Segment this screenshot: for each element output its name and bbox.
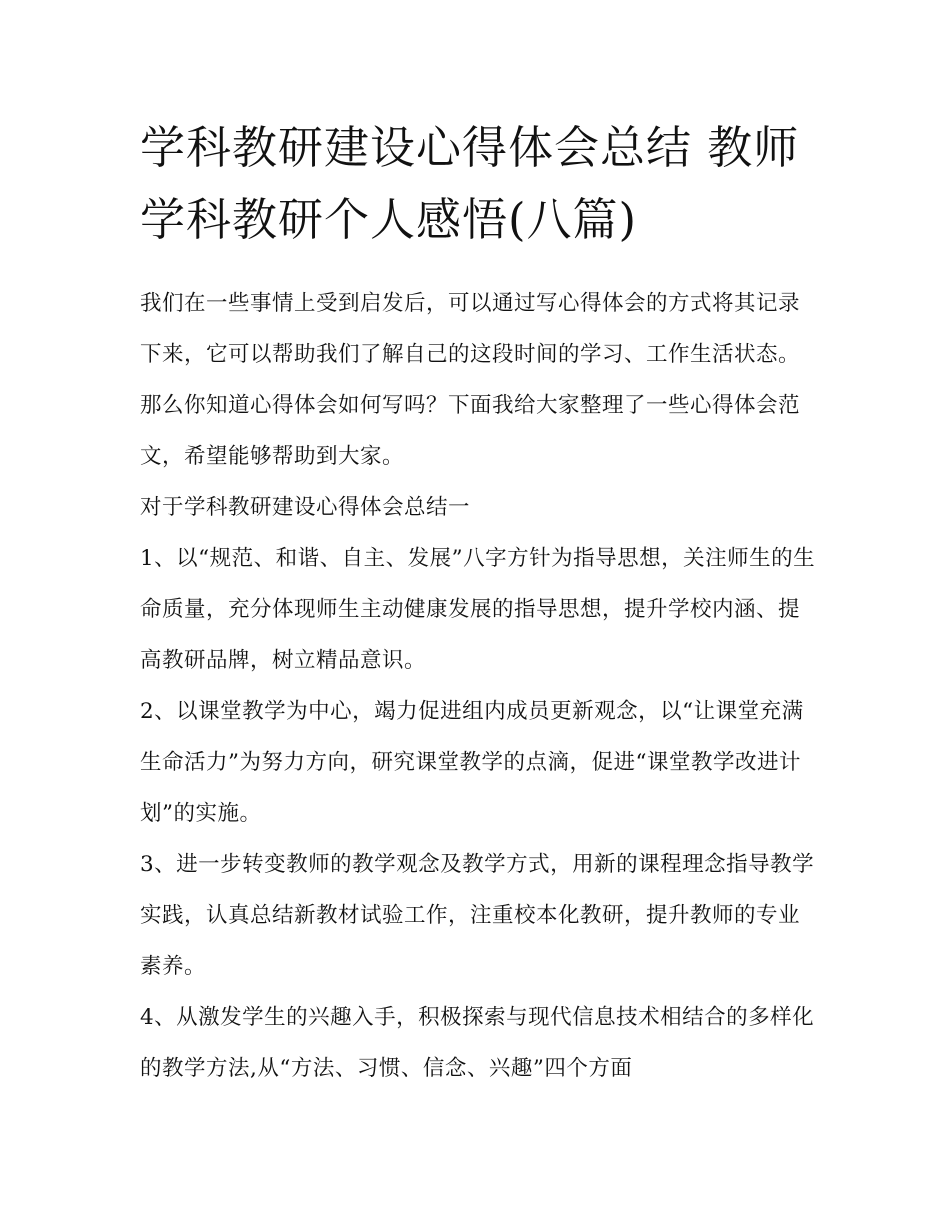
section-heading: 对于学科教研建设心得体会总结一 (140, 495, 471, 520)
list-item: 3、进一步转变教师的教学观念及教学方式，用新的课程理念指导教学实践，认真总结新教材试验工作，注重校本化教研，提升教师的专业素养。 (140, 852, 815, 979)
list-item: 2、以课堂教学为中心，竭力促进组内成员更新观念，以“让课堂充满生命活力”为努力方向，研究课堂教学的点滴，促进“课堂教学改进计划”的实施。 (140, 699, 804, 826)
document-page (140, 112, 816, 1094)
document-title: 学科教研建设心得体会总结 教师学科教研个人感悟(八篇) (140, 121, 800, 246)
list-item: 1、以“规范、和谐、自主、发展”八字方针为指导思想，关注师生的生命质量，充分体现师生主动健康发展的指导思想，提升学校内涵、提高教研品牌，树立精品意识。 (140, 546, 816, 673)
list-item: 4、从激发学生的兴趣入手，积极探索与现代信息技术相结合的多样化的教学方法,从“方法、习惯、信念、兴趣”四个方面 (140, 1005, 815, 1081)
intro-paragraph: 我们在一些事情上受到启发后，可以通过写心得体会的方式将其记录下来，它可以帮助我们了解自己的这段时间的学习、工作生活状态。那么你知道心得体会如何写吗？下面我给大家整理了一些心得体会范文，希望能够帮助到大家。 (140, 291, 801, 469)
